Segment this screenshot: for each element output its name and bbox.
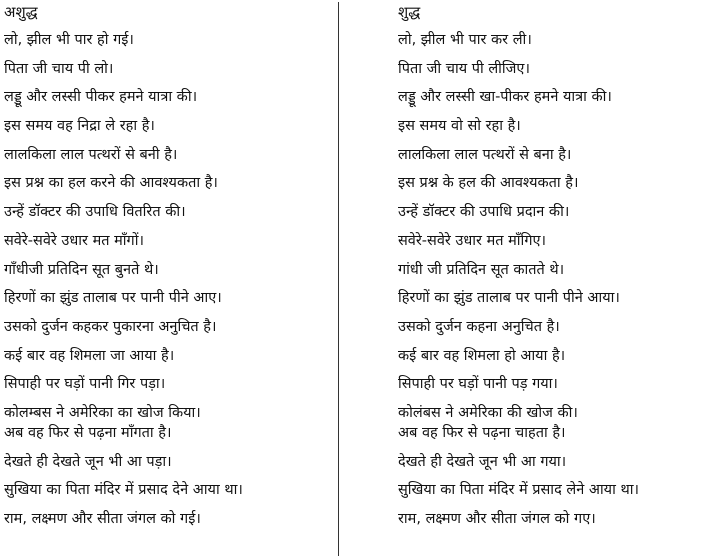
incorrect-sentence: उसको दुर्जन कहकर पुकारना अनुचित है। bbox=[4, 318, 217, 335]
incorrect-sentence: सुखिया का पिता मंदिर में प्रसाद देने आया था। bbox=[4, 482, 243, 499]
correct-sentence: राम, लक्ष्मण और सीता जंगल को गए। bbox=[398, 511, 596, 527]
incorrect-sentence-list bbox=[4, 30, 243, 538]
correct-sentence: सवेरे-सवेरे उधार मत माँगिए। bbox=[398, 232, 546, 249]
incorrect-sentence: राम, लक्ष्मण और सीता जंगल को गई। bbox=[4, 511, 201, 527]
correct-sentence: कोलंबस ने अमेरिका की खोज की। bbox=[398, 404, 578, 421]
correct-sentence: लड्डू और लस्सी खा-पीकर हमने यात्रा की। bbox=[398, 89, 612, 106]
correct-sentence: हिरणों का झुंड तालाब पर पानी पीने आया। bbox=[398, 290, 620, 307]
incorrect-heading: अशुद्ध bbox=[4, 3, 38, 21]
incorrect-sentence: कई बार वह शिमला जा आया है। bbox=[4, 347, 175, 364]
incorrect-column bbox=[4, 0, 330, 558]
correct-column bbox=[398, 0, 710, 558]
correct-sentence: सिपाही पर घड़ों पानी पड़ गया। bbox=[398, 376, 558, 393]
incorrect-sentence: देखते ही देखते जून भी आ पड़ा। bbox=[4, 453, 172, 470]
correct-sentence: देखते ही देखते जून भी आ गया। bbox=[398, 453, 567, 470]
correct-sentence: लो, झील भी पार कर ली। bbox=[398, 32, 532, 48]
incorrect-sentence: इस समय वह निद्रा ले रहा है। bbox=[4, 118, 155, 135]
correct-sentence: अब वह फिर से पढ़ना चाहता है। bbox=[398, 424, 566, 441]
incorrect-sentence: कोलम्बस ने अमेरिका का खोज किया। bbox=[4, 404, 201, 421]
incorrect-sentence: लालकिला लाल पत्थरों से बनी है। bbox=[4, 146, 178, 163]
incorrect-sentence: लो, झील भी पार हो गई। bbox=[4, 32, 134, 48]
correct-sentence: पिता जी चाय पी लीजिए। bbox=[398, 60, 530, 77]
incorrect-sentence: पिता जी चाय पी लो। bbox=[4, 60, 114, 77]
incorrect-sentence: सवेरे-सवेरे उधार मत माँगों। bbox=[4, 232, 144, 249]
incorrect-sentence: उन्हें डॉक्टर की उपाधि वितरित की। bbox=[4, 204, 186, 221]
correct-sentence: गांधी जी प्रतिदिन सूत कातते थे। bbox=[398, 261, 565, 278]
incorrect-sentence: अब वह फिर से पढ़ना माँगता है। bbox=[4, 424, 172, 441]
incorrect-sentence: सिपाही पर घड़ों पानी गिर पड़ा। bbox=[4, 376, 166, 393]
incorrect-sentence: लड्डू और लस्सी पीकर हमने यात्रा की। bbox=[4, 89, 198, 106]
incorrect-sentence: हिरणों का झुंड तालाब पर पानी पीने आए। bbox=[4, 290, 222, 307]
column-divider bbox=[338, 2, 339, 556]
correct-sentence-list bbox=[398, 30, 639, 538]
correct-sentence: लालकिला लाल पत्थरों से बना है। bbox=[398, 146, 572, 163]
correct-sentence: उसको दुर्जन कहना अनुचित है। bbox=[398, 318, 560, 335]
correct-heading: शुद्ध bbox=[398, 3, 421, 21]
correct-sentence: इस प्रश्न के हल की आवश्यकता है। bbox=[398, 175, 579, 192]
correct-sentence: कई बार वह शिमला हो आया है। bbox=[398, 347, 566, 364]
correct-sentence: इस समय वो सो रहा है। bbox=[398, 118, 521, 135]
correct-sentence: सुखिया का पिता मंदिर में प्रसाद लेने आया था। bbox=[398, 482, 639, 499]
incorrect-sentence: इस प्रश्न का हल करने की आवश्यकता है। bbox=[4, 175, 218, 192]
correct-sentence: उन्हें डॉक्टर की उपाधि प्रदान की। bbox=[398, 204, 570, 221]
incorrect-sentence: गाँधीजी प्रतिदिन सूत बुनते थे। bbox=[4, 261, 159, 278]
